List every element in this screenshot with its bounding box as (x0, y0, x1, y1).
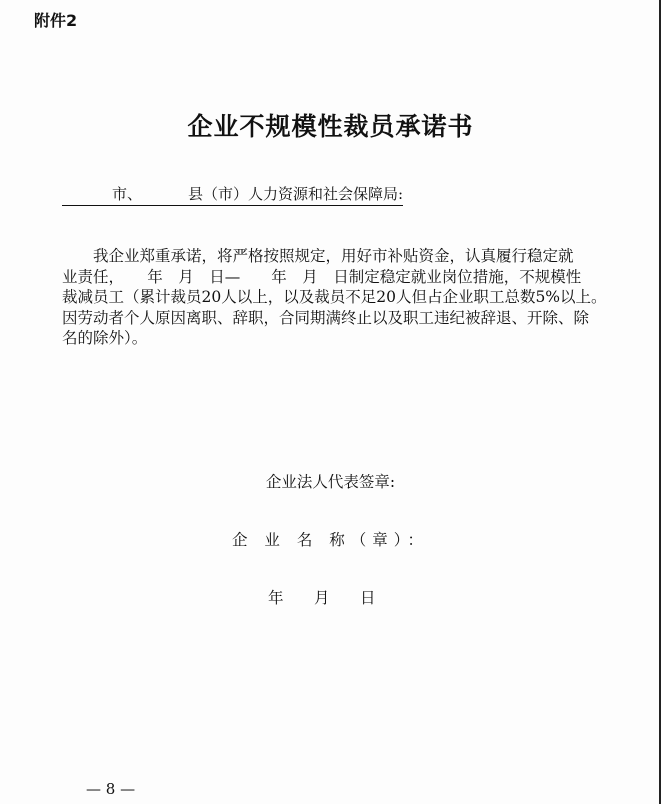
addressee-city: 市、 (108, 183, 142, 206)
commitment-body (62, 246, 607, 349)
addressee-bureau: 县（市）人力资源和社会保障局: (188, 183, 403, 206)
addressee-line (62, 183, 403, 206)
body-line: 业责任， 年 月 日— 年 月 日制定稳定就业岗位措施，不规模性 (62, 267, 582, 286)
legal-rep-signature: 企业法人代表签章: (265, 473, 396, 491)
blank-field (62, 190, 108, 206)
body-line: 名的除外）。 (62, 329, 148, 347)
body-line: 裁减员工（累计裁员20人以上，以及裁员不足20人但占企业职工总数5%以上。 (62, 288, 607, 306)
attachment-label: 附件2 (34, 11, 78, 30)
date-year: 年 (268, 589, 284, 607)
body-line: 我企业郑重承诺，将严格按照规定，用好市补贴资金，认真履行稳定就 (93, 247, 574, 265)
company-name-seal: 企 业 名 称（章）： (231, 531, 430, 549)
date-month: 月 (314, 589, 330, 607)
page-number: — 8 — (86, 780, 136, 798)
date-day: 日 (360, 589, 376, 607)
body-line: 因劳动者个人原因离职、辞职，合同期满终止以及职工违纪被辞退、开除、除 (62, 308, 590, 327)
document-title: 企业不规模性裁员承诺书 (187, 112, 474, 141)
blank-field (142, 190, 188, 206)
